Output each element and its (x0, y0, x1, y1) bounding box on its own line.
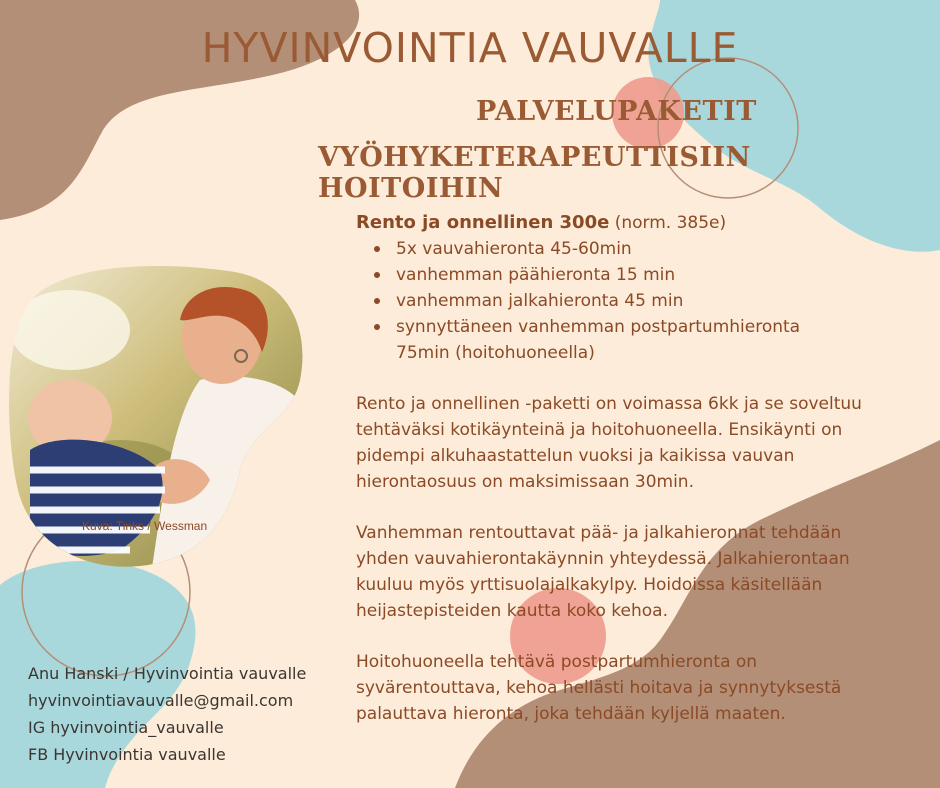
paragraph-postpartum: Hoitohuoneella tehtävä postpartumhieronta on syvärentouttava, kehoa hellästi hoitava ja synnytyksestä palauttava hieronta, joka tehdään kyljellä maaten. (356, 652, 842, 724)
package-heading (356, 210, 926, 236)
paragraph-validity: Rento ja onnellinen -paketti on voimassa 6kk ja se soveltuu tehtäväksi kotikäynteinä ja hoitohuoneella. Ensikäynti on pidempi alkuhaastattelun vuoksi ja kaikissa vauvan hierontaosuus on maksimissaan 30min. (356, 394, 862, 492)
package-price-note: (norm. 385e) (614, 213, 727, 233)
page-title: HYVINVOINTIA VAUVALLE (201, 24, 739, 72)
contact-name: Anu Hanski / Hyvinvointia vauvalle (28, 664, 307, 683)
list-item: synnyttäneen vanhemman postpartumhieronta 75min (hoitohuoneella) (396, 314, 836, 366)
subtitle-line-1: PALVELUPAKETIT (476, 96, 757, 127)
subtitle-line-2: VYÖHYKETERAPEUTTISIIN HOITOIHIN (318, 142, 751, 204)
package-items (356, 236, 926, 366)
package-name: Rento ja onnellinen 300e (356, 212, 610, 233)
contact-email[interactable]: hyvinvointiavauvalle@gmail.com (28, 691, 294, 710)
list-item: vanhemman päähieronta 15 min (396, 262, 926, 288)
photo-credit: Kuva: Tinks / Wessman (82, 519, 208, 533)
contact-facebook[interactable]: FB Hyvinvointia vauvalle (28, 745, 226, 764)
paragraph-parent-massage: Vanhemman rentouttavat pää- ja jalkahieronnat tehdään yhden vauvahierontakäynnin yhteydessä. Jalkahierontaan kuuluu myös yrttisuolajalkakylpy. Hoidoissa käsitellään heijastepisteiden kautta koko kehoa. (356, 523, 850, 621)
package-content (356, 210, 926, 727)
contact-info (28, 660, 306, 768)
list-item: vanhemman jalkahieronta 45 min (396, 288, 926, 314)
list-item: 5x vauvahieronta 45-60min (396, 236, 926, 262)
contact-instagram[interactable]: IG hyvinvointia_vauvalle (28, 718, 224, 737)
